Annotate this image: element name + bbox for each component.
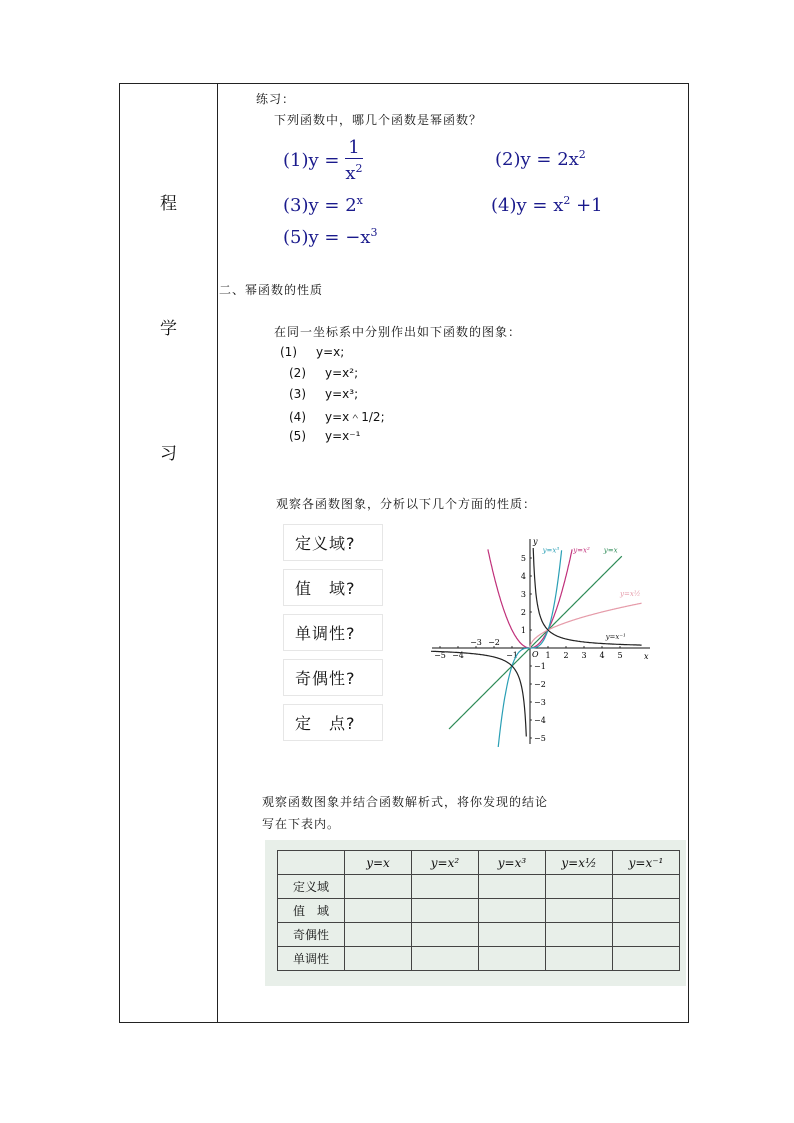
y-tick-label: 1 bbox=[520, 626, 526, 635]
table-cell[interactable] bbox=[479, 899, 546, 923]
observe-text: 观察各函数图象，分析以下几个方面的性质： bbox=[276, 497, 537, 511]
table-cell[interactable] bbox=[412, 875, 479, 899]
table-row bbox=[278, 923, 680, 947]
section-intro: 在同一坐标系中分别作出如下函数的图象： bbox=[274, 325, 522, 339]
power-function-graph bbox=[430, 535, 655, 747]
formula-2-base: (2)y = 2x bbox=[495, 149, 579, 170]
practice-label: 练习： bbox=[256, 92, 296, 106]
y-tick-label: −3 bbox=[534, 698, 546, 707]
list-num: (5) bbox=[289, 429, 306, 443]
side-char-1: 程 bbox=[160, 194, 177, 214]
list-num: (2) bbox=[289, 366, 306, 380]
table-header: y=x³ bbox=[479, 851, 546, 875]
formula-1-den-exp: 2 bbox=[355, 162, 363, 175]
formula-2 bbox=[495, 148, 586, 170]
table-row bbox=[278, 875, 680, 899]
property-box-domain: 定义域? bbox=[283, 524, 383, 561]
x-tick-label: 2 bbox=[563, 651, 569, 660]
table-cell[interactable] bbox=[546, 947, 613, 971]
table-cell[interactable] bbox=[345, 899, 412, 923]
table-cell[interactable] bbox=[412, 923, 479, 947]
property-box-monotonic: 单调性? bbox=[283, 614, 383, 651]
table-cell[interactable] bbox=[613, 875, 680, 899]
list-func: y=x; bbox=[316, 345, 345, 359]
practice-question: 下列函数中，哪几个函数是幂函数？ bbox=[274, 113, 483, 127]
formula-1-num: 1 bbox=[345, 138, 362, 159]
table-header: y=x½ bbox=[546, 851, 613, 875]
table-cell[interactable] bbox=[345, 947, 412, 971]
x-tick-label: 5 bbox=[617, 651, 623, 660]
formula-5-exp: 3 bbox=[370, 226, 378, 239]
y-tick-label: 5 bbox=[520, 554, 526, 563]
curve-sqrt bbox=[530, 603, 642, 648]
property-box-range: 值 域? bbox=[283, 569, 383, 606]
function-list-item bbox=[289, 429, 360, 443]
table-header: y=x⁻¹ bbox=[613, 851, 680, 875]
table-cell[interactable] bbox=[479, 947, 546, 971]
table-cell[interactable] bbox=[546, 923, 613, 947]
x-tick-label: −1 bbox=[506, 651, 518, 660]
label-square: y=x² bbox=[573, 546, 590, 555]
x-tick-label: −2 bbox=[488, 638, 500, 647]
side-char-2: 学 bbox=[160, 319, 177, 339]
table-header: y=x² bbox=[412, 851, 479, 875]
y-tick-label: −2 bbox=[534, 680, 546, 689]
x-tick-label: 4 bbox=[599, 651, 605, 660]
table-cell[interactable] bbox=[546, 875, 613, 899]
y-tick-label: 2 bbox=[520, 608, 526, 617]
x-tick-label: −4 bbox=[452, 651, 464, 660]
list-func: y=x＾1/2; bbox=[325, 410, 385, 424]
formula-2-exp: 2 bbox=[578, 148, 586, 161]
property-box-fixed-point: 定 点? bbox=[283, 704, 383, 741]
table-header-row bbox=[278, 851, 680, 875]
property-box-parity: 奇偶性? bbox=[283, 659, 383, 696]
function-list-item bbox=[280, 345, 344, 359]
formula-4-post: +1 bbox=[570, 195, 603, 216]
table-row bbox=[278, 947, 680, 971]
table-cell[interactable] bbox=[479, 875, 546, 899]
y-tick-label: 4 bbox=[520, 572, 526, 581]
table-cell[interactable] bbox=[613, 947, 680, 971]
table-header: y=x bbox=[345, 851, 412, 875]
formula-1-lhs: (1)y = bbox=[283, 150, 346, 171]
x-tick-label: 3 bbox=[581, 651, 587, 660]
y-axis-label: y bbox=[533, 537, 538, 546]
formula-3 bbox=[283, 194, 363, 216]
label-reciprocal: y=x⁻¹ bbox=[605, 633, 626, 641]
formula-5-base: (5)y = −x bbox=[283, 227, 371, 248]
section-heading: 二、幂函数的性质 bbox=[219, 283, 324, 297]
table-cell[interactable] bbox=[479, 923, 546, 947]
y-tick-label: 3 bbox=[520, 590, 526, 599]
x-tick-label: 1 bbox=[545, 651, 551, 660]
formula-5 bbox=[283, 226, 377, 248]
y-tick-label: −1 bbox=[534, 662, 546, 671]
table-cell[interactable] bbox=[345, 923, 412, 947]
table-cell[interactable] bbox=[412, 947, 479, 971]
row-label: 值 域 bbox=[278, 899, 345, 923]
formula-3-exp: x bbox=[356, 194, 363, 207]
formula-4-base: (4)y = x bbox=[491, 195, 564, 216]
list-num: (1) bbox=[280, 345, 297, 359]
formula-1-den-base: x bbox=[345, 163, 356, 184]
table-cell[interactable] bbox=[412, 899, 479, 923]
function-list-item bbox=[289, 387, 358, 401]
formula-4 bbox=[491, 194, 603, 216]
y-tick-label: −4 bbox=[534, 716, 546, 725]
label-sqrt: y=x½ bbox=[620, 589, 641, 598]
properties-table-panel bbox=[265, 840, 686, 986]
x-tick-label: −5 bbox=[434, 651, 446, 660]
table-cell[interactable] bbox=[345, 875, 412, 899]
table-cell[interactable] bbox=[546, 899, 613, 923]
list-func: y=x³; bbox=[325, 387, 359, 401]
formula-1 bbox=[283, 138, 363, 184]
list-num: (4) bbox=[289, 410, 306, 424]
list-func: y=x²; bbox=[325, 366, 359, 380]
table-row bbox=[278, 899, 680, 923]
x-axis-label: x bbox=[644, 652, 649, 661]
side-char-3: 习 bbox=[160, 444, 177, 464]
row-label: 奇偶性 bbox=[278, 923, 345, 947]
table-cell[interactable] bbox=[613, 923, 680, 947]
label-cube: y=x³ bbox=[542, 546, 560, 555]
list-func: y=x⁻¹ bbox=[325, 429, 361, 443]
function-list-item bbox=[289, 408, 385, 425]
conclusion-line-1: 观察函数图象并结合函数解析式，将你发现的结论 bbox=[262, 795, 549, 809]
formula-3-base: (3)y = 2 bbox=[283, 195, 357, 216]
properties-table bbox=[277, 850, 680, 971]
table-cell[interactable] bbox=[613, 899, 680, 923]
function-list-item bbox=[289, 366, 358, 380]
list-num: (3) bbox=[289, 387, 306, 401]
column-divider bbox=[217, 83, 218, 1023]
row-label: 定义域 bbox=[278, 875, 345, 899]
formula-1-fraction bbox=[345, 138, 362, 184]
origin-label: O bbox=[532, 650, 539, 659]
table-corner bbox=[278, 851, 345, 875]
label-linear: y=x bbox=[603, 546, 618, 555]
formula-1-den bbox=[345, 159, 362, 184]
y-tick-label: −5 bbox=[534, 734, 546, 743]
x-tick-label: −3 bbox=[470, 638, 482, 647]
curve-reciprocal-neg bbox=[431, 651, 526, 736]
formula-4-exp: 2 bbox=[563, 194, 571, 207]
conclusion-line-2: 写在下表内。 bbox=[262, 817, 341, 831]
row-label: 单调性 bbox=[278, 947, 345, 971]
